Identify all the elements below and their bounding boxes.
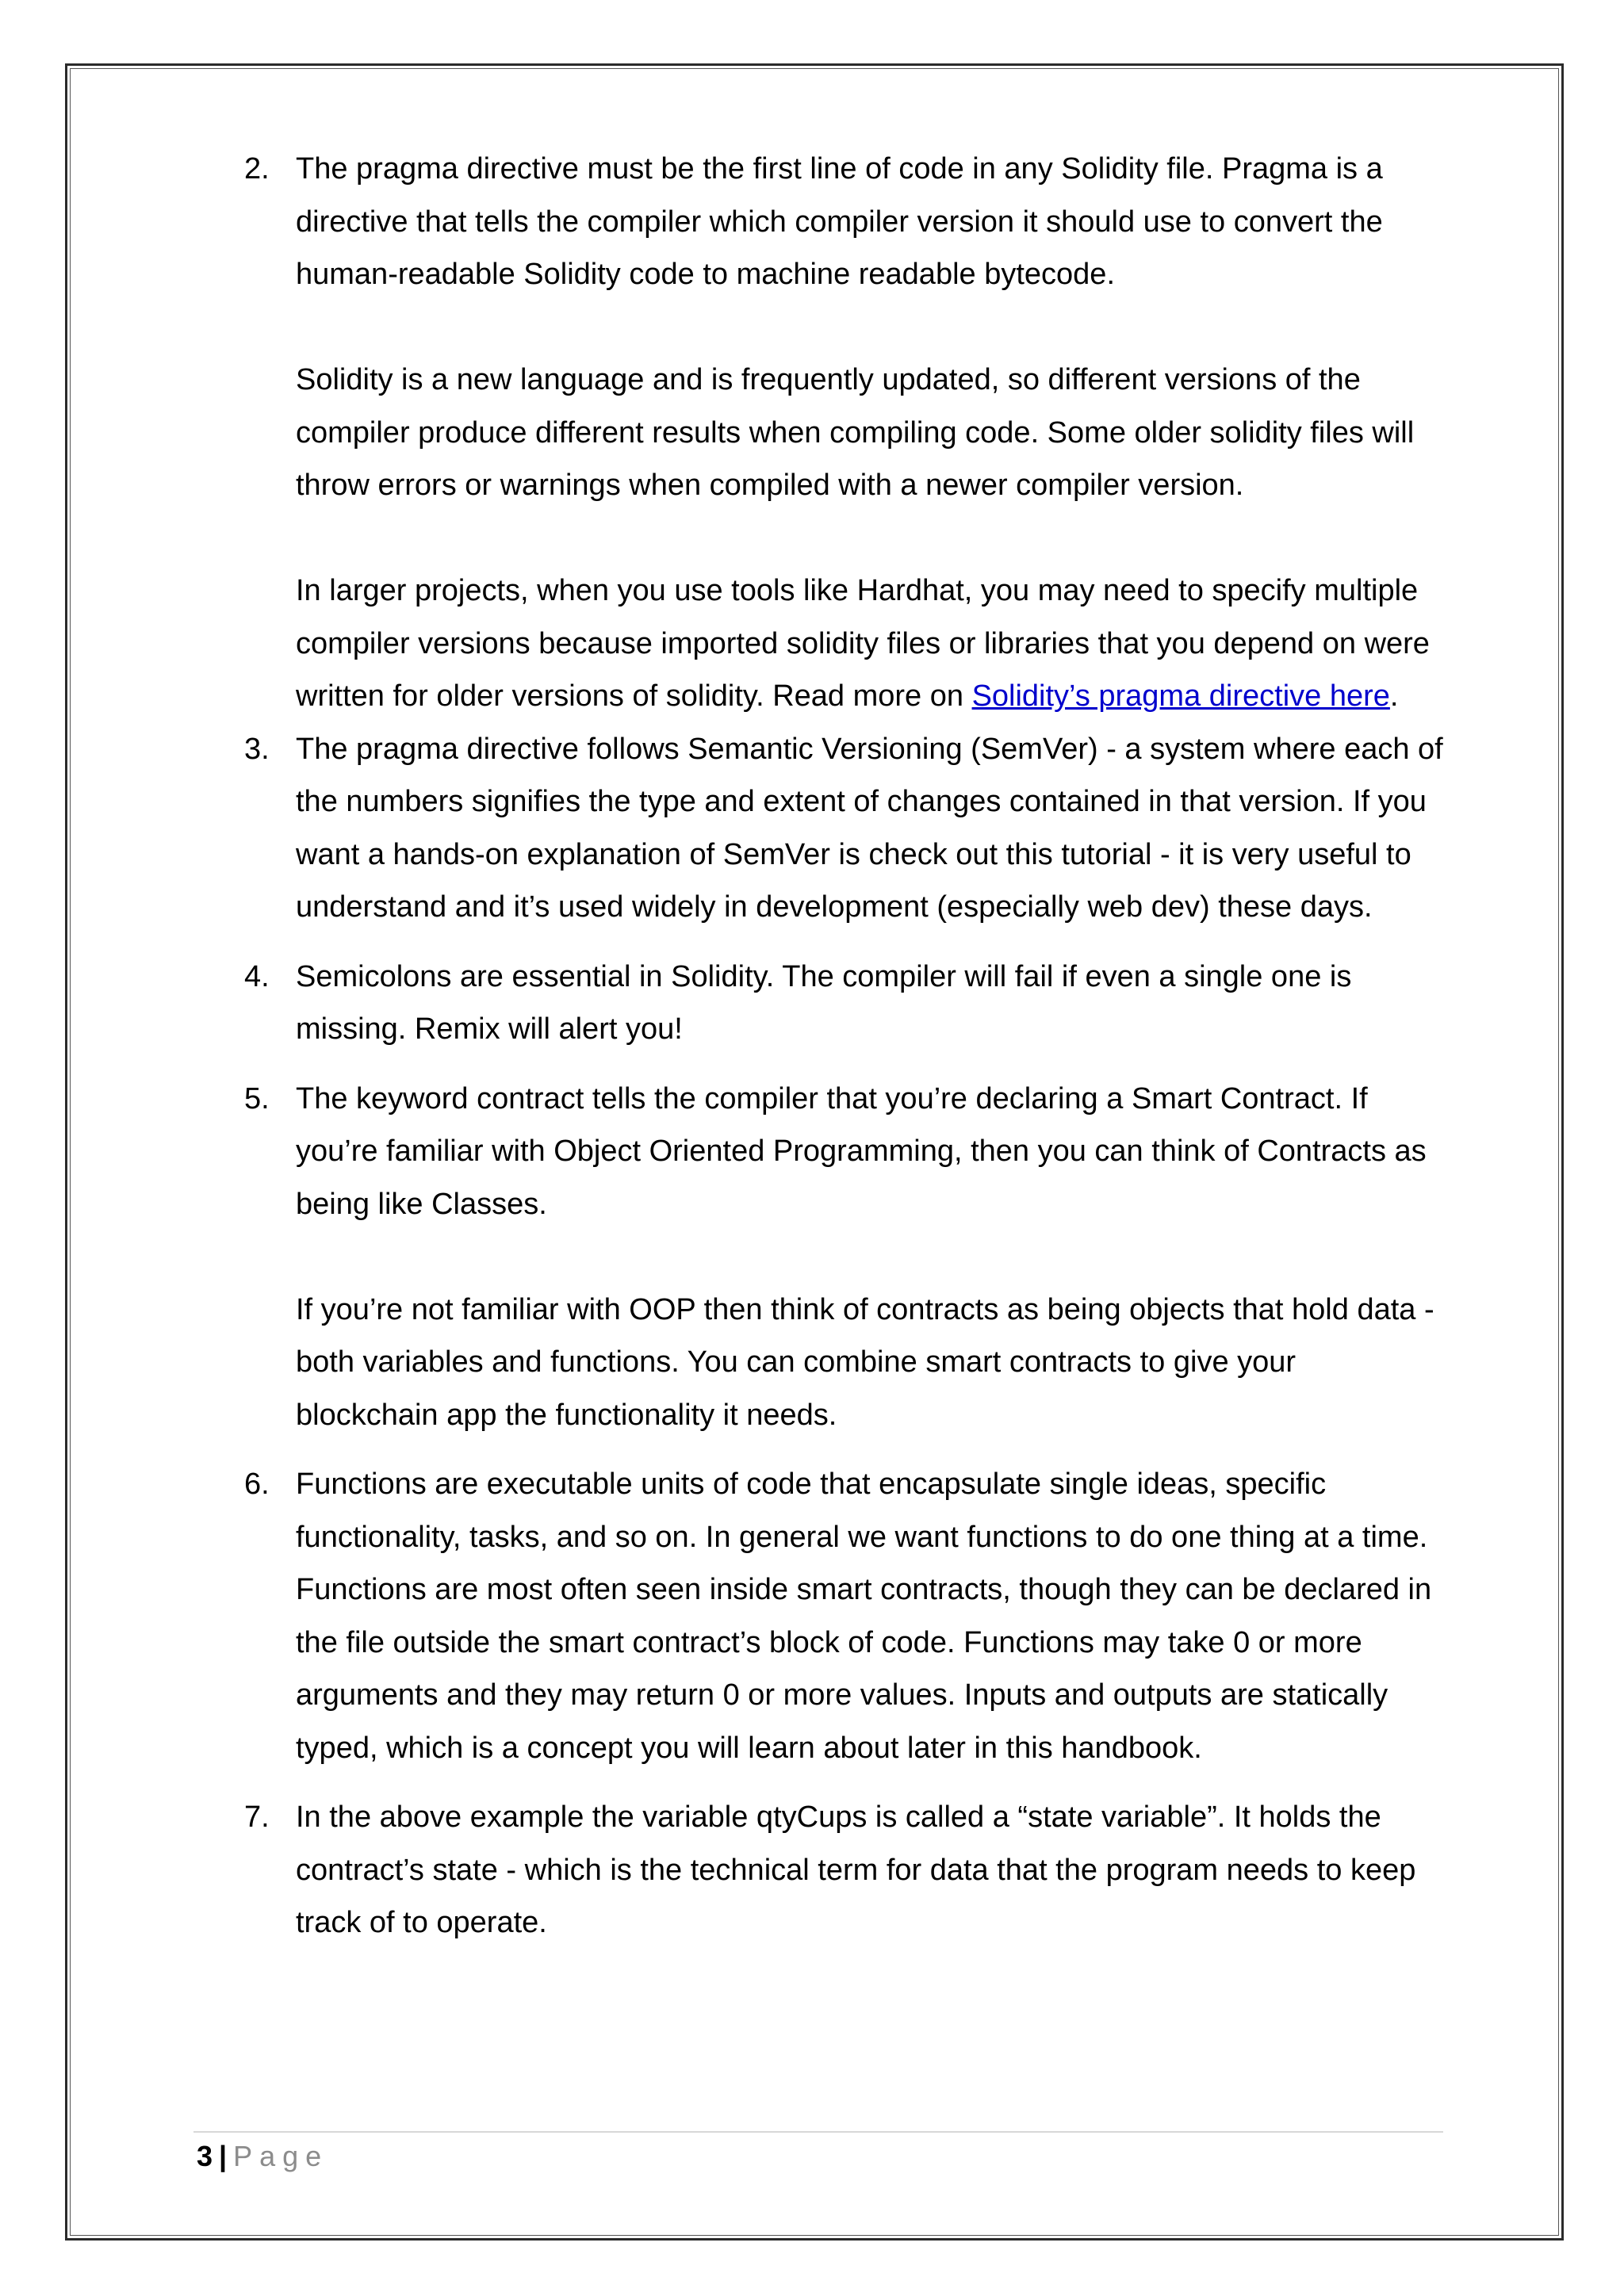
list-number: 2. — [244, 152, 270, 186]
paragraph-end: . — [1389, 679, 1399, 713]
list-item-7 — [238, 1791, 1443, 1950]
list-number: 5. — [244, 1081, 270, 1115]
paragraph: The pragma directive must be the first line of code in any Solidity file. Pragma is a directive that tells the compiler which compiler version it should use to convert the human-readable Solidity code to machine readable bytecode. — [296, 152, 1383, 291]
footer-separator: | — [219, 2140, 228, 2172]
pragma-directive-link[interactable]: Solidity’s pragma directive here — [971, 679, 1390, 713]
paragraph: Semicolons are essential in Solidity. The compiler will fail if even a single one is missing. Remix will alert you! — [296, 959, 1352, 1046]
paragraph-with-link — [296, 564, 1443, 723]
paragraph: The pragma directive follows Semantic Versioning (SemVer) - a system where each of the numbers signifies the type and extent of changes contained in that version. If you want a hands-on explanation of SemVer is check out this tutorial - it is very useful to understand and it’s used widely in development (especially web dev) these days. — [296, 732, 1443, 924]
list-item-5 — [238, 1073, 1443, 1442]
numbered-list — [238, 143, 1443, 1950]
list-number: 3. — [244, 732, 270, 766]
list-item-6 — [238, 1458, 1443, 1774]
footer-divider — [193, 2131, 1443, 2133]
paragraph: In the above example the variable qtyCups is called a “state variable”. It holds the contract’s state - which is the technical term for data that the program needs to keep track of to operate. — [296, 1800, 1416, 1939]
paragraph: Solidity is a new language and is frequently updated, so different versions of the compiler produce different results when compiling code. Some older solidity files will throw errors or warnings when compiled with a newer compiler version. — [296, 363, 1415, 502]
paragraph: The keyword contract tells the compiler that you’re declaring a Smart Contract. If you’re familiar with Object Oriented Programming, then you can think of Contracts as being like Classes. — [296, 1081, 1427, 1221]
list-number: 6. — [244, 1468, 270, 1501]
paragraph: If you’re not familiar with OOP then think of contracts as being objects that hold data - both variables and functions. You can combine smart contracts to give your blockchain app the functionality it needs. — [296, 1292, 1434, 1432]
paragraph: Functions are executable units of code that encapsulate single ideas, specific functionality, tasks, and so on. In general we want functions to do one thing at a time. — [296, 1468, 1428, 1554]
paragraph-text: In larger projects, when you use tools like Hardhat, you may need to specify multiple compiler versions because imported solidity files or libraries that you depend on were written for older versions of solidity. Read more on — [296, 574, 1430, 713]
list-number: 7. — [244, 1800, 270, 1834]
list-item-4 — [238, 951, 1443, 1056]
list-item-3 — [238, 723, 1443, 934]
list-item-2 — [238, 143, 1443, 723]
page-footer — [197, 2138, 328, 2175]
page-label: Page — [233, 2140, 329, 2172]
list-number: 4. — [244, 959, 270, 993]
paragraph: Functions are most often seen inside smart contracts, though they can be declared in the file outside the smart contract’s block of code. Functions may take 0 or more arguments and they may return 0 or more values. Inputs and outputs are statically typed, which is a concept you will learn about later in this handbook. — [296, 1573, 1432, 1765]
document-body — [238, 143, 1443, 1966]
page-number: 3 — [197, 2140, 213, 2172]
